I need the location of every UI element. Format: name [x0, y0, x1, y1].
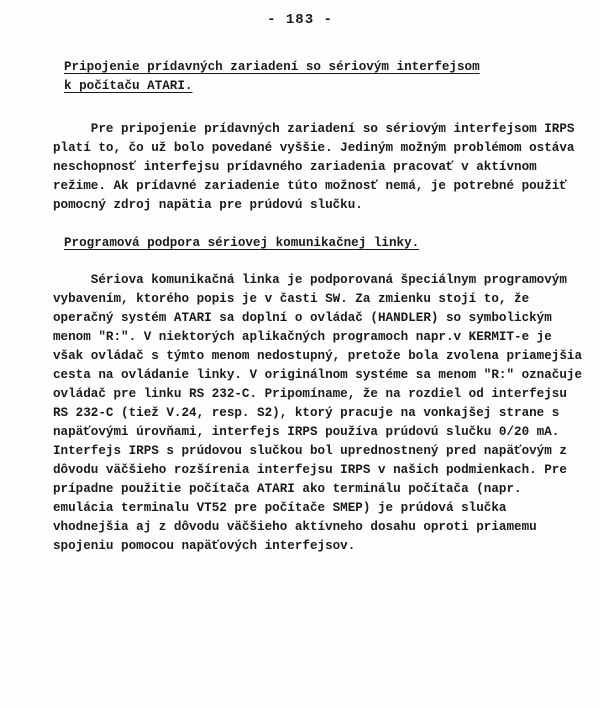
- paragraph-line: napäťovými úrovňami, interfejs IRPS používa prúdovú slučku 0/20 mA.: [53, 425, 560, 439]
- page-number: - 183 -: [267, 12, 333, 28]
- section2-heading: Programová podpora sériovej komunikačnej linky.: [64, 236, 420, 250]
- section1-heading-line-2: k počítaču ATARI.: [64, 79, 193, 93]
- paragraph-line: vybavením, ktorého popis je v časti SW. Za zmienku stojí to, že: [53, 292, 530, 306]
- paragraph-line: Interfejs IRPS s prúdovou slučkou bol uprednostnený pred napäťovým z: [53, 444, 567, 458]
- paragraph-line: dôvodu väčšieho rozšírenia interfejsu IRPS v našich podmienkach. Pre: [53, 463, 567, 477]
- paragraph-line: režime. Ak prídavné zariadenie túto možnosť nemá, je potrebné použiť: [53, 179, 567, 193]
- paragraph-line: cesta na ovládanie linky. V originálnom systéme sa menom "R:" označuje: [53, 368, 583, 382]
- paragraph-line: Sériova komunikačná linka je podporovaná špeciálnym programovým: [53, 273, 567, 287]
- paragraph-line: RS 232-C (tiež V.24, resp. S2), ktorý pracuje na vonkajšej strane s: [53, 406, 560, 420]
- paragraph-line: vhodnejšia aj z dôvodu väčšieho aktívneho dosahu oproti priamemu: [53, 520, 537, 534]
- paragraph-line: spojeniu pomocou napäťových interfejsov.: [53, 539, 356, 553]
- paragraph-line: pomocný zdroj napätia pre prúdovú slučku.: [53, 198, 363, 212]
- paragraph-line: emulácia terminalu VT52 pre počítače SMEP) je prúdová slučka: [53, 501, 507, 515]
- section1-heading-line-1: Pripojenie prídavných zariadení so sériovým interfejsom: [64, 60, 480, 74]
- paragraph-line: menom "R:". V niektorých aplikačných programoch napr.v KERMIT-e je: [53, 330, 552, 344]
- paragraph-line: však ovládač s týmto menom nedostupný, pretože bola zvolena priamejšia: [53, 349, 583, 363]
- paragraph-line: neschopnosť interfejsu prídavného zariadenia pracovať v aktívnom: [53, 160, 537, 174]
- paragraph-line: ovládač pre linku RS 232-C. Pripomíname, že na rozdiel od interfejsu: [53, 387, 567, 401]
- paragraph-line: operačný systém ATARI sa doplní o ovládač (HANDLER) so symbolickým: [53, 311, 552, 325]
- paragraph-line: Pre pripojenie prídavných zariadení so sériovým interfejsom IRPS: [53, 122, 575, 136]
- paragraph-line: platí to, čo už bolo povedané vyššie. Jediným možným problémom ostáva: [53, 141, 575, 155]
- paragraph-line: prípadne použitie počítača ATARI ako terminálu počítača (napr.: [53, 482, 522, 496]
